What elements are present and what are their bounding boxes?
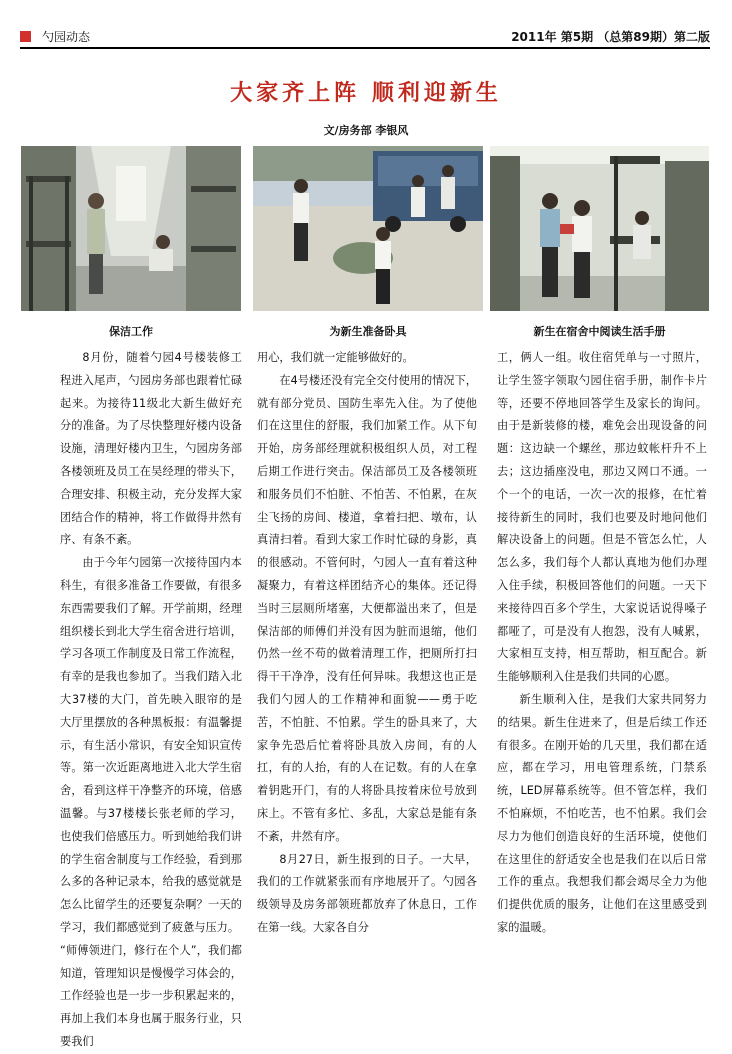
paragraph: 工，俩人一组。收住宿凭单与一寸照片，让学生签字领取勺园住宿手册，制作卡片等，还要不停地回答学生及家长的询问。由于是新装修的楼，难免会出现设备的问题：这边缺一个螺丝，那边蚊帐杆升不上去；这边插座没电，那边又网口不通。一个一个的电话，一次一次的报修，在忙着接待新生的同时，我们也要及时地问他们解决设备上的问题。但是不管怎么忙，人怎么多，我们每个人都认真地为他们办理入住手续，积极回答他们的问题。一天下来接待四百多个学生，大家说话说得嗓子都哑了，可是没有人抱怨，没有人喊累，大家相互支持，相互帮助，相互配合。新生能够顺利入住是我们共同的心愿。: [497, 351, 707, 684]
section-marker: [20, 31, 31, 42]
text-column-2: [257, 347, 477, 940]
photo-cleaning: [21, 146, 241, 311]
caption-photo-1: 保洁工作: [109, 325, 153, 338]
paragraph: 用心，我们就一定能够做好的。: [257, 351, 414, 364]
header-rule: [20, 47, 710, 49]
text-column-1: [60, 347, 242, 1054]
text-column-3: [497, 347, 707, 940]
masthead: [20, 28, 710, 48]
photo-bedding: [253, 146, 483, 311]
issue-info: 2011年 第5期 （总第89期）第二版: [511, 30, 710, 44]
paragraph: 8月份，随着勺园4号楼装修工程进入尾声，勺园房务部也跟着忙碌起来。为接待11级北大新生做好充分的准备。为了尽快整理好楼内设备设施，清理好楼内卫生，勺园房务部各楼领班及员工在吴经理的带头下，合理安排、积极主动，充分发挥大家团结合作的精神，将工作做得井然有序、有条不紊。: [60, 351, 242, 547]
caption-photo-3: 新生在宿舍中阅读生活手册: [533, 325, 666, 338]
photo-reading-handbook: [490, 146, 709, 311]
paragraph: 在4号楼还没有完全交付使用的情况下，就有部分党员、国防生率先入住。为了使他们在这里住的舒服，我们加紧工作。从下旬开始，房务部经理就积极组织人员，对工程后期工作进行突击。保洁部员工及各楼领班和服务员们不怕脏、不怕苦、不怕累，在灰尘飞扬的房间、楼道，拿着扫把、墩布，认真清扫着。看到大家工作时忙碌的身影，真的很感动。不管何时，勺园人一直有着这种凝聚力，有着这样团结齐心的集体。还记得当时三层厕所堵塞，大便都溢出来了，但是保洁部的师傅们并没有因为脏而退缩，他们仍然一丝不苟的做着清理工作，把厕所打扫得干干净净，没有任何异味。我想这也正是我们勺园人的工作精神和面貌——勇于吃苦，不怕脏、不怕累。学生的卧具来了，大家争先恐后忙着将卧具放入房间，有的人扛，有的人抬，有的人在记数。有的人在拿着钥匙开门，有的人将卧具按着床位号放到床上。不管有多忙、多乱，大家总是能有条不紊，井然有序。: [257, 373, 477, 843]
paragraph: 由于今年勺园第一次接待国内本科生，有很多准备工作要做，有很多东西需要我们了解。开学前期，经理组织楼长到北大学生宿舍进行培训，学习各项工作制度及日常工作流程，有幸的是我也参加了。当我们踏入北大37楼的大门，首先映入眼帘的是大厅里摆放的各种黑板报：有温馨提示，有生活小常识，有安全知识宣传等。第一次近距离地进入北大学生宿舍，看到这样干净整齐的环境，倍感温馨。与37楼楼长张老师的学习，也使我们倍感压力。听到她给我们讲的学生宿舍制度与工作经验，看到那么多的各种记录本，给我的感觉就是怎么比留学生的还要复杂啊？一天的学习，我们都感觉到了疲惫与压力。: [60, 556, 242, 934]
paragraph: 8月27日，新生报到的日子。一大早，我们的工作就紧张而有序地展开了。勺园各级领导及房务部领班都放弃了休息日，工作在第一线。大家各自分: [257, 852, 477, 934]
paragraph: 新生顺利入住，是我们大家共同努力的结果。新生住进来了，但是后续工作还有很多。在刚开始的几天里，我们都在适应，都在学习，用电管理系统，门禁系统，LED屏幕系统等。但不管怎样，我们不怕麻烦，不怕吃苦，也不怕累。我们会尽力为他们创造良好的生活环境，使他们在这里住的舒适安全也是我们在以后日常工作的重点。我想我们都会竭尽全力为他们提供优质的服务，让他们在这里感受到家的温暖。: [497, 692, 707, 934]
article-author: 文/房务部 李银风: [323, 124, 409, 137]
article-title: 大家齐上阵 顺利迎新生: [230, 80, 502, 106]
section-name: 勺园动态: [42, 30, 91, 44]
caption-photo-2: 为新生准备卧具: [329, 325, 407, 338]
paragraph: “师傅领进门，修行在个人”，我们都知道，管理知识是慢慢学习体会的，工作经验也是一步一步积累起来的，再加上我们本身也属于服务行业，只要我们: [60, 943, 242, 1048]
